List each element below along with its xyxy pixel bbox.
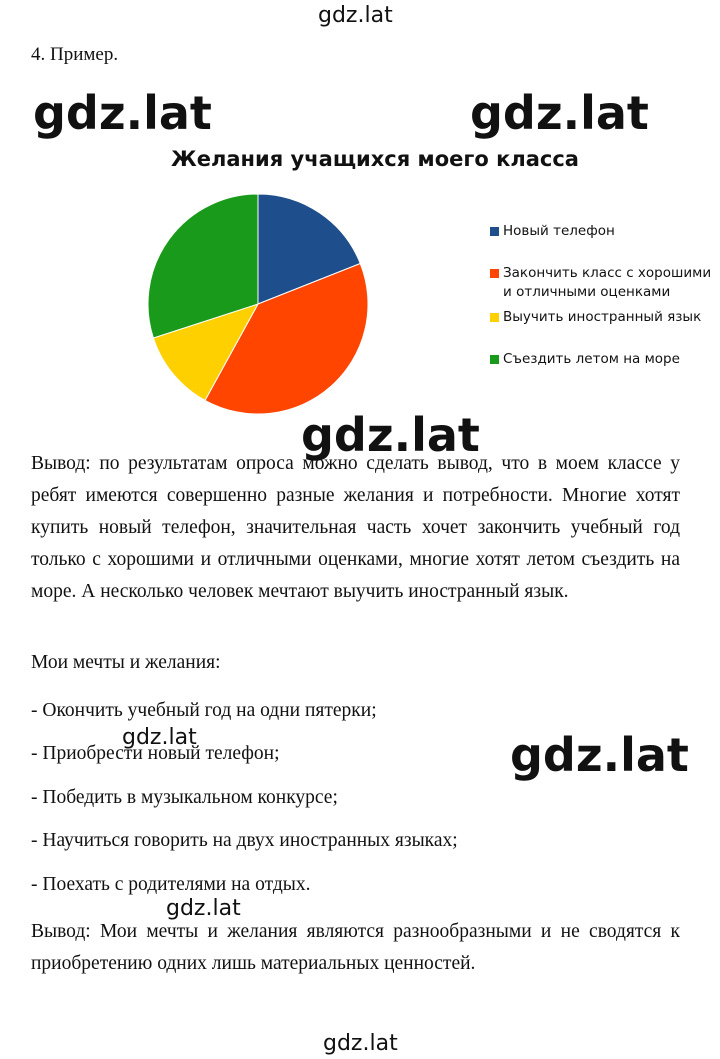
wishes-title: Мои мечты и желания: <box>31 652 221 673</box>
wish-item: - Победить в музыкальном конкурсе; <box>31 787 338 808</box>
legend-label-sea: Съездить летом на море <box>503 351 680 367</box>
watermark-top: gdz.lat <box>318 3 393 28</box>
legend-item-grades <box>490 264 718 302</box>
watermark-low-small: gdz.lat <box>166 896 241 921</box>
legend-swatch-sea <box>490 355 499 364</box>
watermark-mid-small: gdz.lat <box>122 725 197 750</box>
watermark-big-left: gdz.lat <box>33 86 212 140</box>
watermark-center: gdz.lat <box>301 408 480 462</box>
legend-label-grades: Закончить класс с хорошими и отличными оценками <box>503 265 712 300</box>
legend-label-language: Выучить иностранный язык <box>503 309 702 325</box>
watermark-big-right: gdz.lat <box>470 86 649 140</box>
wish-item: - Приобрести новый телефон; <box>31 743 280 764</box>
pie-chart <box>143 192 373 422</box>
legend-swatch-phone <box>490 227 499 236</box>
wish-item: - Научиться говорить на двух иностранных языках; <box>31 830 458 851</box>
legend-swatch-language <box>490 313 499 322</box>
legend-label-phone: Новый телефон <box>503 223 615 239</box>
legend-item-sea <box>490 350 718 369</box>
survey-conclusion: Вывод: по результатам опроса можно сделать вывод, что в моем классе у ребят имеются совершенно разные желания и потребности. Многие хотят купить новый телефон, значительная часть хочет закончить учебный год только с хорошими и отличными оценками, многие хотят летом съездить на море. А несколько человек мечтают выучить иностранный язык. <box>31 453 680 602</box>
exercise-heading: 4. Пример. <box>31 44 119 65</box>
watermark-bottom: gdz.lat <box>323 1031 398 1056</box>
wish-item: - Окончить учебный год на одни пятерки; <box>31 700 377 721</box>
wish-item: - Поехать с родителями на отдых. <box>31 874 311 895</box>
legend-item-phone <box>490 222 718 241</box>
watermark-mid-big: gdz.lat <box>510 728 689 782</box>
chart-title: Желания учащихся моего класса <box>171 147 579 171</box>
legend-item-language <box>490 308 718 327</box>
final-conclusion: Вывод: Мои мечты и желания являются разнообразными и не сводятся к приобретению одних лишь материальных ценностей. <box>31 921 680 974</box>
legend-swatch-grades <box>490 269 499 278</box>
